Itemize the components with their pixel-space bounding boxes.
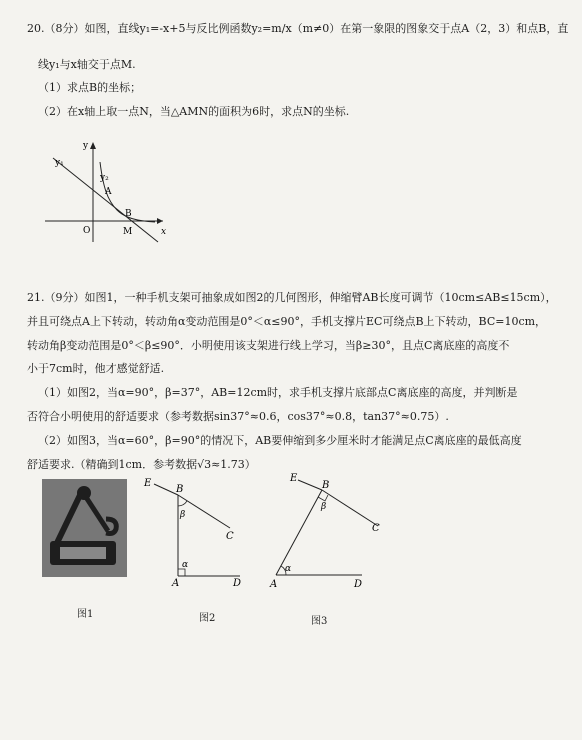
fig3-right-angle <box>318 495 328 501</box>
q20-line-3: （1）求点B的坐标； <box>38 81 142 94</box>
x-axis-arrow <box>157 218 163 224</box>
q20-line-1: 20.（8分）如图，直线y₁=-x+5与反比例函数y₂=m/x（m≠0）在第一象限的图象交于点A（2，3）和点B，直 <box>27 22 569 35</box>
graph-label-y: y <box>83 141 89 151</box>
graph-label-a: A <box>105 187 112 197</box>
line-y1 <box>53 158 158 242</box>
q21-line-8: 舒适要求.（精确到1cm．参考数据√3≈1.73） <box>27 458 256 471</box>
fig2-label-b: B <box>176 484 184 495</box>
fig3-label-d: D <box>354 579 363 590</box>
fig2-label-beta: β <box>180 510 186 520</box>
fig3-segment-ab <box>276 490 322 575</box>
figure-1-caption: 图1 <box>77 609 94 620</box>
fig3-label-e: E <box>290 473 298 484</box>
q21-line-6: 否符合小明使用的舒适要求（参考数据sin37°≈0.6，cos37°≈0.8，tan37°≈0.75）. <box>27 410 449 423</box>
graph-label-origin: O <box>83 226 91 236</box>
graph-label-y2: y₂ <box>100 173 109 183</box>
fig2-beta-arc <box>178 501 187 506</box>
y-axis-arrow <box>90 142 96 149</box>
figure-2 <box>140 476 252 588</box>
fig3-label-alpha: α <box>285 564 292 574</box>
fig3-segment-eb <box>298 480 322 490</box>
fig3-label-c: C <box>372 523 380 534</box>
graph-label-x: x <box>161 227 167 237</box>
fig2-label-alpha: α <box>182 560 189 570</box>
graph-label-m: M <box>123 227 133 237</box>
fig2-label-c: C <box>226 531 234 542</box>
fig3-label-b: B <box>322 480 330 491</box>
q21-line-3: 转动角β变动范围是0°＜β≤90°．小明使用该支架进行线上学习，当β≥30°，且点C离底座的高度不 <box>27 339 510 352</box>
fig2-label-a: A <box>172 578 180 588</box>
fig2-segment-bc <box>178 495 230 528</box>
fig2-label-d: D <box>233 578 242 588</box>
q21-line-2: 并且可绕点A上下转动，转动角α变动范围是0°＜α≤90°，手机支撑片EC可绕点B上下转动，BC=10cm， <box>27 315 547 328</box>
figure-2-caption: 图2 <box>199 613 216 624</box>
graph-label-b: B <box>125 209 132 219</box>
fig3-label-beta: β <box>321 502 327 512</box>
fig2-label-e: E <box>144 478 152 489</box>
q20-line-4: （2）在x轴上取一点N，当△AMN的面积为6时，求点N的坐标. <box>38 105 350 118</box>
figure-3 <box>264 470 390 592</box>
q21-line-4: 小于7cm时，他才感觉舒适. <box>27 362 165 375</box>
fig2-segment-eb <box>154 484 178 495</box>
fig2-right-angle <box>178 569 185 576</box>
q21-line-5: （1）如图2，当α=90°，β=37°，AB=12cm时，求手机支撑片底部点C离底座的高度，并判断是 <box>38 386 518 399</box>
phone-stand-drawing <box>42 479 127 577</box>
figure-3-caption: 图3 <box>311 616 328 627</box>
fig3-segment-bc <box>322 490 378 526</box>
q20-graph <box>45 138 175 244</box>
graph-label-y1: y₁ <box>55 158 64 168</box>
q21-line-7: （2）如图3，当α=60°，β=90°的情况下，AB要伸缩到多少厘米时才能满足点C离底座的最低高度 <box>38 434 522 447</box>
phone-stand-photo <box>42 479 127 577</box>
fig3-label-a: A <box>270 579 278 590</box>
q20-line-2: 线y₁与x轴交于点M. <box>38 58 136 71</box>
q21-line-1: 21.（9分）如图1，一种手机支架可抽象成如图2的几何图形，伸缩臂AB长度可调节（10cm≤AB≤15cm）， <box>27 291 557 304</box>
